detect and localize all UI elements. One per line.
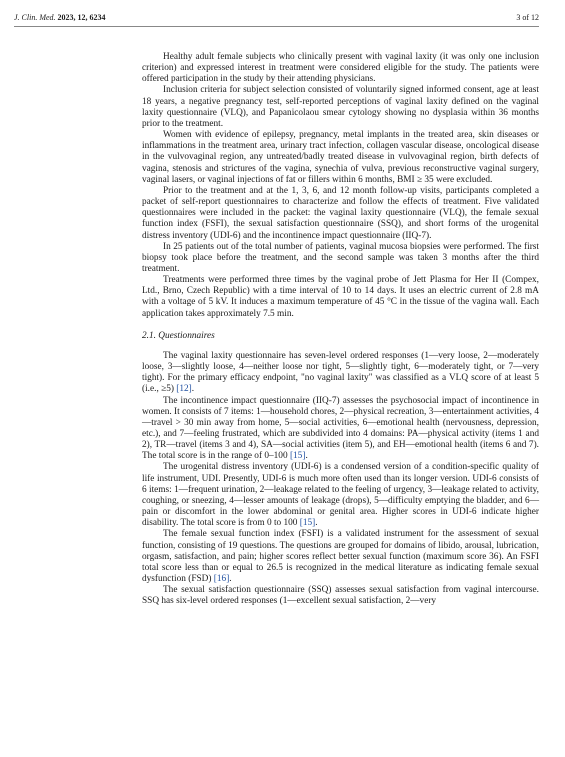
sentence-end: .	[229, 574, 232, 585]
citation-link[interactable]: [15]	[289, 451, 306, 462]
paragraph-biopsies: In 25 patients out of the total number of patients, vaginal mucosa biopsies were performed. The first biopsy took place before the treatment, and the second sample was taken 3 months after the third treatment.	[142, 241, 539, 274]
section-heading-questionnaires: 2.1. Questionnaires	[142, 330, 215, 341]
sentence-end: .	[315, 518, 318, 529]
paragraph-eligibility: Healthy adult female subjects who clinically present with vaginal laxity (it was only one inclusion criterion) and expressed interest in treatment were considered eligible for the study. The patients were offered participation in the study by their attending physicians.	[142, 52, 539, 85]
citation-link[interactable]: [15]	[299, 518, 316, 529]
citation-link[interactable]: [16]	[213, 574, 230, 585]
paragraph-exclusion-criteria: Women with evidence of epilepsy, pregnancy, metal implants in the treated area, skin diseases or inflammations in the treatment area, urinary tract infection, collagen vascular disease, oncological disease in the vulvovaginal region, any untreated/badly treated disease in vulvovaginal region, birth defects of vagina, stenosis and strictures of the vagina, synechia of vulva, previous reconstructive vaginal surgery, vaginal lasers, or vaginal injections of fat or fillers within 6 months, BMI ≥ 35 were excluded.	[142, 130, 539, 185]
paragraph-treatment-protocol: Treatments were performed three times by the vaginal probe of Jett Plasma for Her II (Compex, Ltd., Brno, Czech Republic) with a time interval of 10 to 14 days. It uses an electric current of 2.8 mA with a voltage of 5 kV. It induces a maximum temperature of 45 °C in the tissue of the vagina wall. Each application takes approximately 7.5 min.	[142, 275, 539, 319]
iiq-text: The incontinence impact questionnaire (IIQ-7) assesses the psychosocial impact of incontinence in women. It consists of 7 items: 1—household chores, 2—physical recreation, 3—entertainment activities, 4—travel > 30 min away from home, 5—social activities, 6—emotional health (nervousness, depression, etc.), and 7—feeling frustrated, which are subdivided into 4 domains: PA—physical activity (items 1 and 2), TR—travel (items 3 and 4), SA—social activities (item 5), and EH—emotional health (items 6 and 7). The total score is in the range of 0–100	[142, 395, 539, 462]
paragraph-iiq	[142, 396, 539, 463]
running-header	[14, 13, 539, 25]
sentence-end: .	[191, 384, 195, 395]
header-divider	[14, 26, 539, 27]
paragraph-inclusion-criteria: Inclusion criteria for subject selection consisted of voluntarily signed informed consent, age at least 18 years, a negative pregnancy test, self-reported perceptions of vaginal laxity defined on the vaginal laxity questionnaire (VLQ), and Papanicolaou smear cytology showing no dysplasia within 36 months prior to the treatment.	[142, 85, 539, 129]
page-number: 3 of 12	[516, 13, 539, 22]
vlq-text: The vaginal laxity questionnaire has seven-level ordered responses (1—very loose, 2—moderately loose, 3—slightly loose, 4—neither loose nor tight, 5—slightly tight, 6—moderately tight, or 7—very tight). For the primary efficacy endpoint, "no vaginal laxity" was classified as a VLQ score of at least 5 (i.e., ≥5)	[142, 350, 539, 395]
journal-name: J. Clin. Med.	[14, 13, 56, 22]
paragraph-questionnaires-packet: Prior to the treatment and at the 1, 3, 6, and 12 month follow-up visits, participants completed a packet of self-report questionnaires to characterize and follow the effects of treatment. Five validated questionnaires were included in the packet: the vaginal laxity questionnaire (VLQ), the female sexual function index (FSFI), the sexual satisfaction questionnaire (SSQ), and short forms of the urogenital distress inventory (UDI-6) and the incontinence impact questionnaire (IIQ-7).	[142, 185, 539, 241]
paragraph-vlq	[142, 351, 539, 396]
article-body	[142, 52, 539, 608]
paragraph-fsfi	[142, 529, 539, 585]
sentence-end: .	[305, 451, 308, 462]
journal-citation	[14, 13, 106, 22]
journal-year-volume: 2023, 12, 6234	[57, 13, 106, 22]
paragraph-ssq: The sexual satisfaction questionnaire (SSQ) assesses sexual satisfaction from vaginal intercourse. SSQ has six-level ordered responses (1—excellent sexual satisfaction, 2—very	[142, 585, 539, 607]
fsfi-text: The female sexual function index (FSFI) is a validated instrument for the assessment of sexual function, consisting of 19 questions. The questions are grouped for domains of libido, arousal, lubrication, orgasm, satisfaction, and pain; higher scores reflect better sexual function (maximum score 36). An FSFI total score less than or equal to 26.5 is recognized in the medical literature as indicating female sexual dysfunction (FSD)	[142, 529, 539, 585]
paragraph-udi	[142, 462, 539, 529]
udi-text: The urogenital distress inventory (UDI-6) is a condensed version of a condition-specific quality of life instrument, UDI. Presently, UDI-6 is much more often used than its longer version. UDI-6 consists of 6 items: 1—frequent urination, 2—leakage related to the feeling of urgency, 3—leakage related to activity, coughing, or sneezing, 4—lesser amounts of leakage (drops), 5—difficulty emptying the bladder, and 6—pain or discomfort in the lower abdominal or genital area. Higher scores in UDI-6 indicate higher disability. The total score is from 0 to 100	[142, 462, 539, 529]
citation-link[interactable]: [12]	[176, 384, 192, 395]
